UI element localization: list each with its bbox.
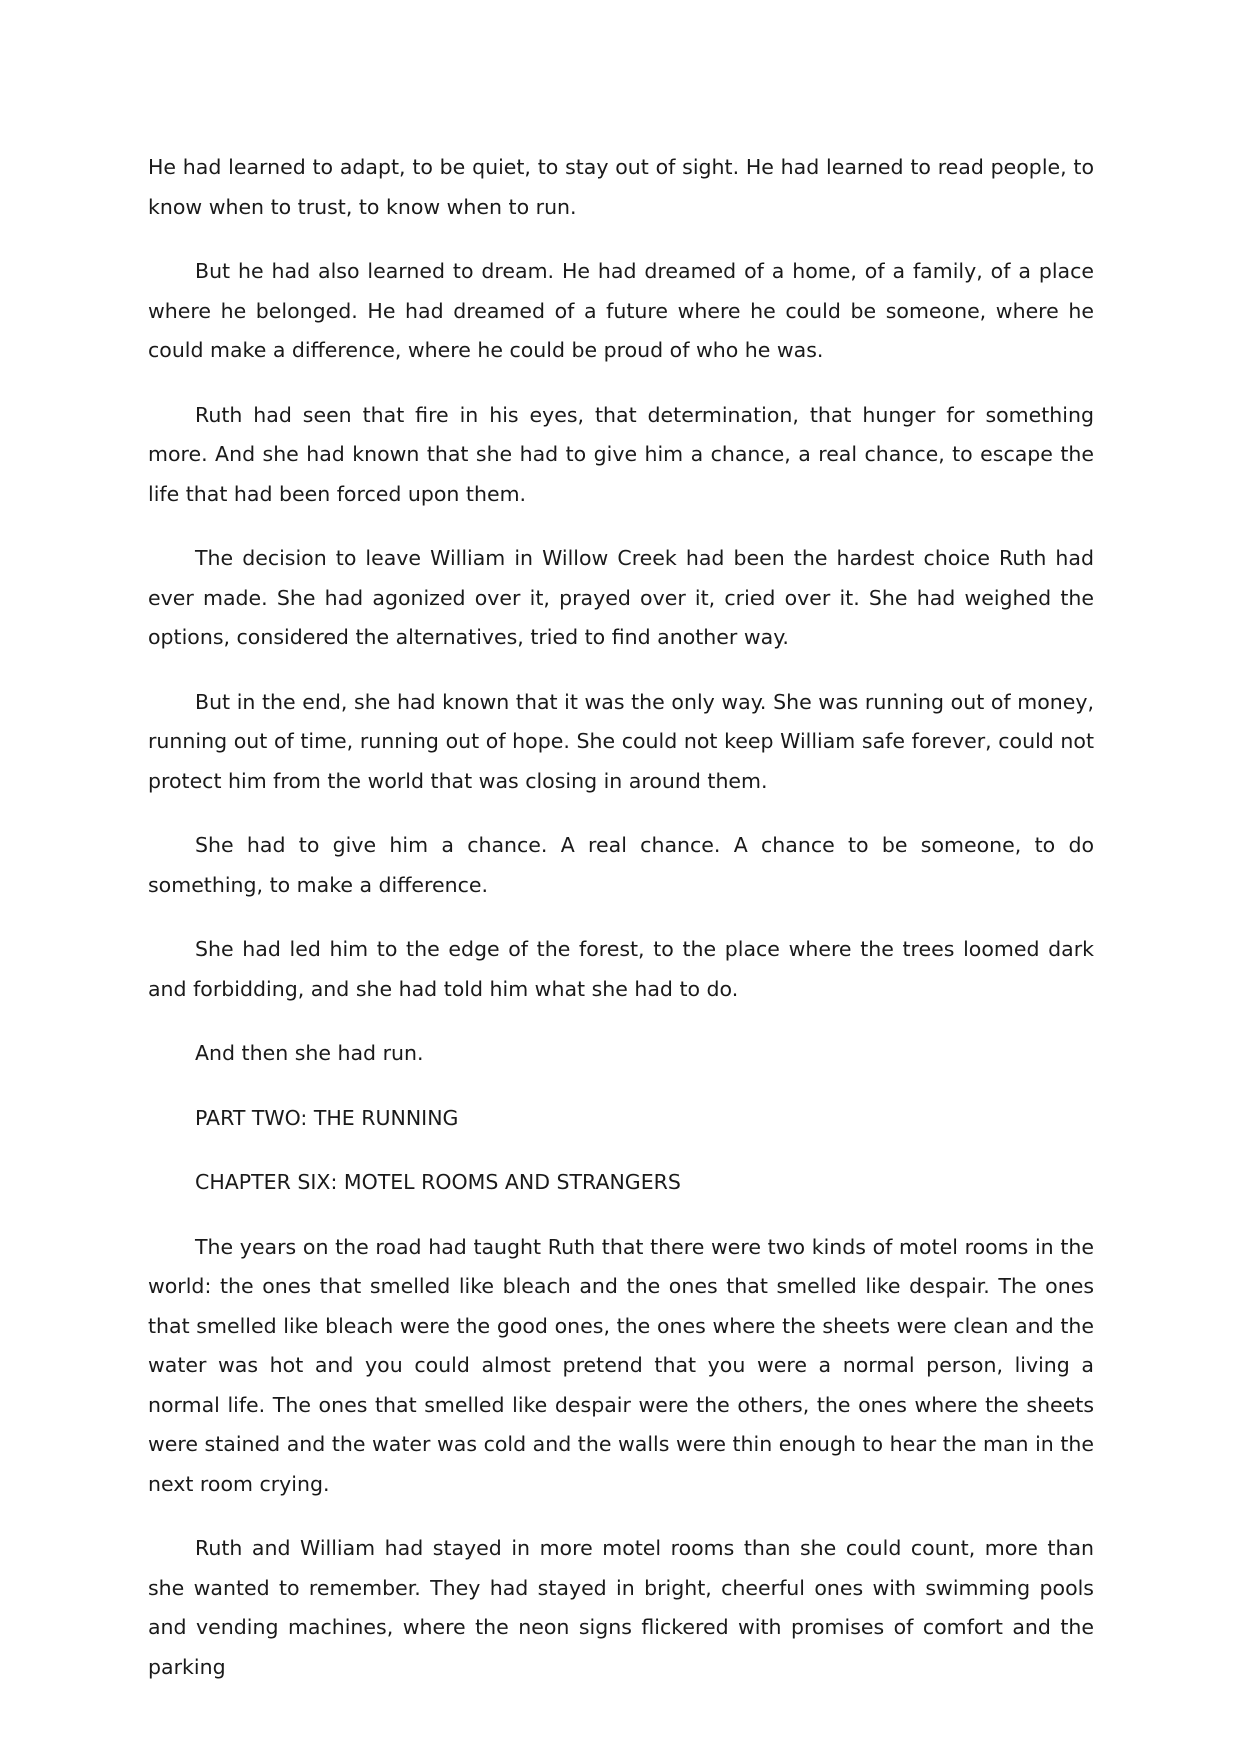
chapter-heading: CHAPTER SIX: MOTEL ROOMS AND STRANGERS (195, 1170, 681, 1194)
paragraph-9: The years on the road had taught Ruth that there were two kinds of motel rooms in the world: the ones that smelled like bleach and the ones that smelled like despair. The ones that smelled like bleach were the good ones, the ones where the sheets were clean and the water was hot and you could almost pretend that you were a normal person, living a normal life. The ones that smelled like despair were the others, the ones where the sheets were stained and the water was cold and the walls were thin enough to hear the man in the next room crying. (148, 1234, 1094, 1496)
body-text (148, 148, 1094, 1712)
paragraph-10: Ruth and William had stayed in more motel rooms than she could count, more than she wanted to remember. They had stayed in bright, cheerful ones with swimming pools and vending machines, where the neon signs flickered with promises of comfort and the parking (148, 1536, 1094, 1679)
paragraph-3: Ruth had seen that fire in his eyes, that determination, that hunger for something more. And she had known that she had to give him a chance, a real chance, to escape the life that had been forced upon them. (148, 402, 1094, 506)
paragraph-1: He had learned to adapt, to be quiet, to stay out of sight. He had learned to read people, to know when to trust, to know when to run. (148, 155, 1094, 219)
paragraph-5: But in the end, she had known that it was the only way. She was running out of money, running out of time, running out of hope. She could not keep William safe forever, could not protect him from the world that was closing in around them. (148, 689, 1094, 793)
paragraph-7: She had led him to the edge of the forest, to the place where the trees loomed dark and forbidding, and she had told him what she had to do. (148, 937, 1094, 1001)
part-heading: PART TWO: THE RUNNING (195, 1105, 459, 1130)
paragraph-4: The decision to leave William in Willow Creek had been the hardest choice Ruth had ever made. She had agonized over it, prayed over it, cried over it. She had weighed the options, considered the alternatives, tried to find another way. (148, 546, 1094, 649)
paragraph-8: And then she had run. (195, 1041, 424, 1065)
paragraph-6: She had to give him a chance. A real chance. A chance to be someone, to do something, to make a difference. (148, 833, 1094, 897)
paragraph-2: But he had also learned to dream. He had dreamed of a home, of a family, of a place where he belonged. He had dreamed of a future where he could be someone, where he could make a difference, where he could be proud of who he was. (148, 259, 1094, 362)
